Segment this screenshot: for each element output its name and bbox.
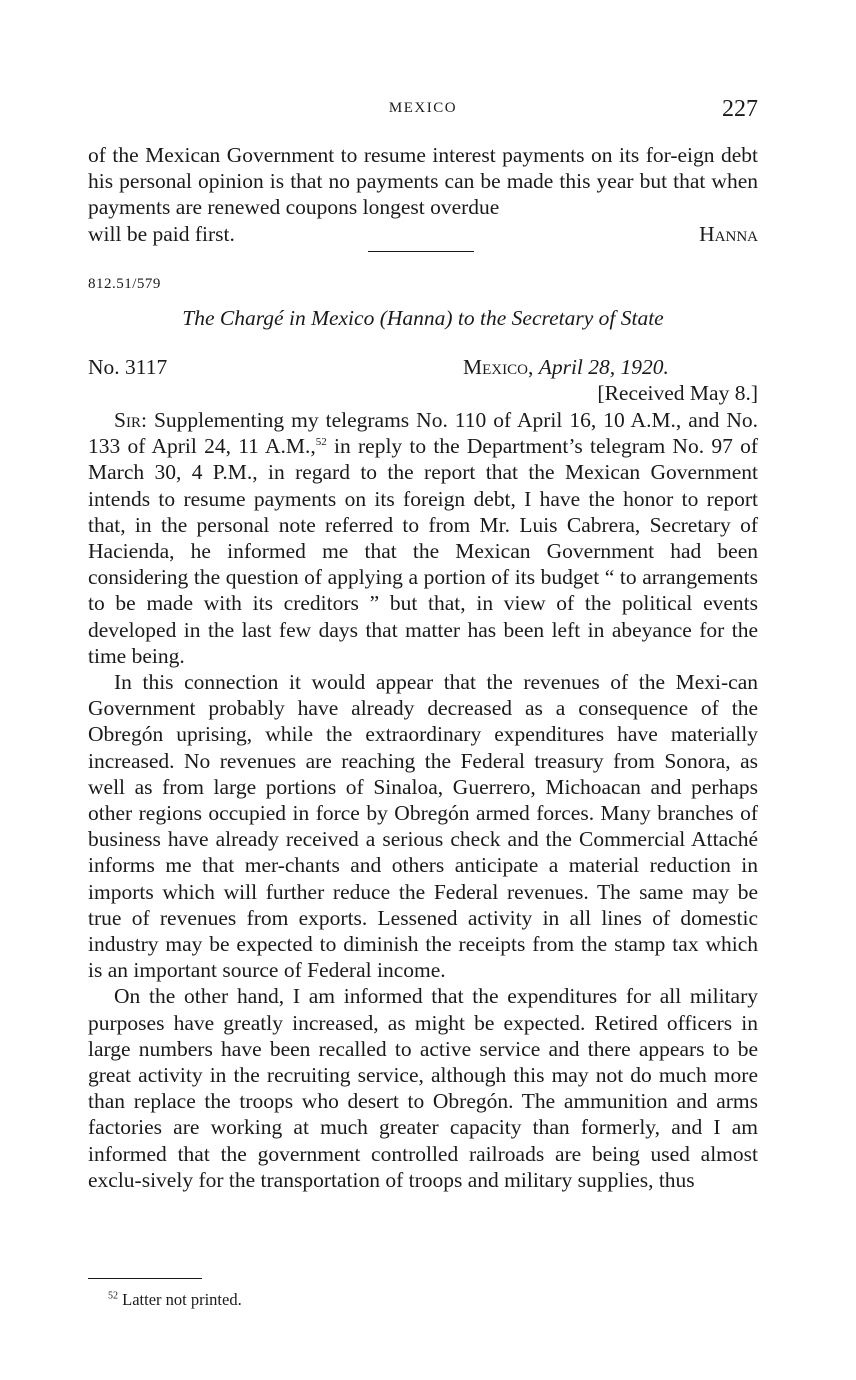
place: Mexico, xyxy=(463,355,534,379)
document-title: The Chargé in Mexico (Hanna) to the Secretary of State xyxy=(182,306,664,330)
continuation-text: of the Mexican Government to resume interest payments on its for-eign debt his personal opinion is that no payments can be made this year but that when payments are renewed coupons longest overdue xyxy=(88,143,758,220)
continuation-last-line: will be paid first. xyxy=(88,221,235,246)
footnote-marker: 52 xyxy=(108,1290,118,1302)
continuation-paragraph xyxy=(88,142,758,247)
footnote-rule xyxy=(88,1278,202,1279)
paragraph-2: In this connection it would appear that the revenues of the Mexi-can Government probably have already decreased as a consequence of the Obregón uprising, while the extraordinary expenditures have materially increased. No revenues are reaching the Federal treasury from Sonora, as well as from large portions of Sinaloa, Guerrero, Michoacan and perhaps other regions occupied in force by Obregón armed forces. Many branches of business have already received a serious check and the Commercial Attaché informs me that mer-chants and others anticipate a material reduction in imports which will further reduce the Federal revenues. The same may be true of revenues from exports. Lessened activity in all lines of domestic industry may be expected to diminish the receipts from the stamp tax which is an important source of Federal income. xyxy=(88,670,758,983)
running-head xyxy=(88,96,758,126)
paragraph-3: On the other hand, I am informed that the expenditures for all military purposes have greatly increased, as might be expected. Retired officers in large numbers have been recalled to active service and there appears to be great activity in the recruiting service, although this may not do much more than replace the troops who desert to Obregón. The ammunition and arms factories are working at much greater capacity than formerly, and I am informed that the government controlled railroads are being used almost exclu-sively for the transportation of troops and military supplies, thus xyxy=(88,984,758,1192)
signature: Hanna xyxy=(699,221,758,246)
received-date: [Received May 8.] xyxy=(597,381,758,405)
page-number: 227 xyxy=(722,96,758,122)
place-date xyxy=(463,355,669,380)
paragraph-1 xyxy=(88,407,758,669)
running-title: MEXICO xyxy=(388,100,458,116)
paragraph-1-part-b: in reply to the Department’s telegram No. 97 of March 30, 4 P.M., in regard to the report that the Mexican Government intends to resume payments on its foreign debt, I have the honor to report that, in the personal note referred to from Mr. Luis Cabrera, Secretary of Hacienda, he informed me that the Mexican Government had been considering the question of applying a portion of its budget “ to arrangements to be made with its creditors ” but that, in view of the political events developed in the last few days that matter has been left in abeyance for the time being. xyxy=(88,434,758,668)
signature-line xyxy=(88,221,758,247)
file-number: 812.51/579 xyxy=(88,276,161,292)
footnote xyxy=(108,1290,242,1310)
paragraph-1-part-a: : Supplementing my telegrams No. 110 of April 16, 10 A.M., and No. 133 of April 24, 11 A.M., xyxy=(88,408,758,459)
document-number: No. 3117 xyxy=(88,355,168,379)
footnote-text: Latter not printed. xyxy=(122,1290,242,1309)
date: April 28, 1920. xyxy=(538,355,669,379)
section-divider xyxy=(368,251,474,252)
letter-body xyxy=(88,407,758,1193)
salutation: Sir xyxy=(114,408,141,432)
footnote-reference: 52 xyxy=(315,436,327,449)
